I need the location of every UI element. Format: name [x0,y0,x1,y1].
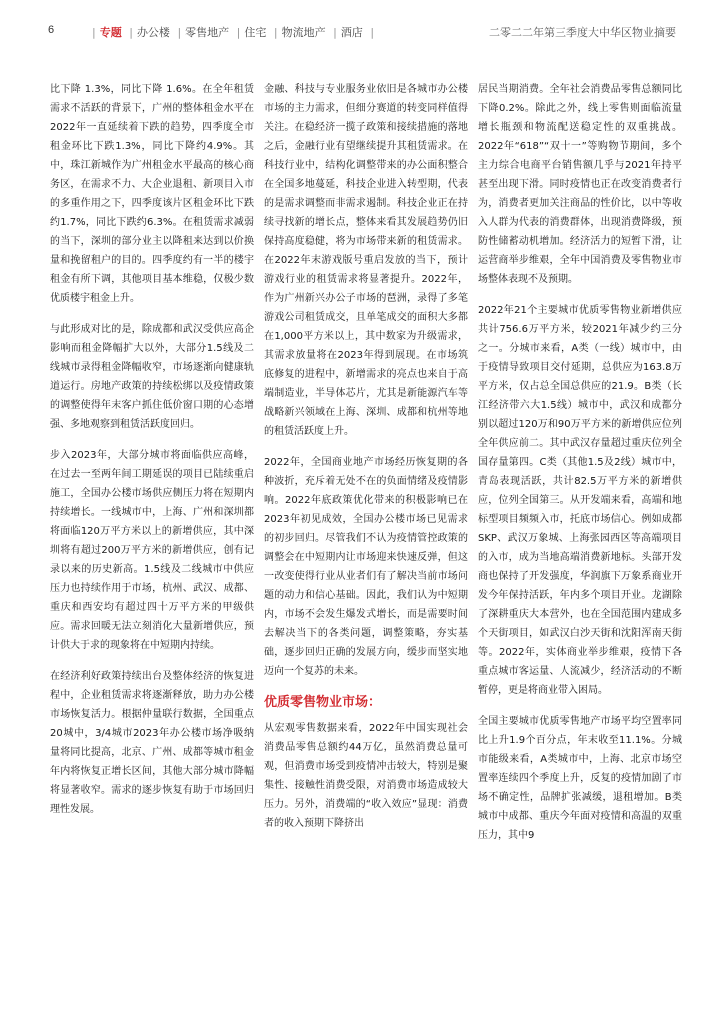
nav-item-logistics[interactable]: 物流地产 [281,26,326,39]
text-column-right [478,80,682,857]
paragraph: 比下降 1.3%，同比下降 1.6%。在全年租赁需求不活跃的背景下，广州的整体租金水平在2022年一直延续着下跌的趋势，四季度全市租金环比下跌1.3%，同比下降约4.9%。其中，珠江新城作为广州租金水平最高的核心商务区，在需求不力、大企业退租、新项目入市的多重作用之下，四季度该片区租金环比下跌约1.7%，同比下跌约6.3%。在租赁需求减弱的当下，深圳的部分业主以降租来达到以价换量和挽留租户的目的。四季度约有一半的楼宇租金有所下调，其他项目基本维稳，仅极少数优质楼宇租金上升。 [50,84,254,304]
page-number: 6 [48,24,55,36]
nav-item-retail[interactable]: 零售地产 [185,26,230,39]
text-column-left [50,80,254,831]
paragraph: 2022年21个主要城市优质零售物业新增供应共计756.6万平方米，较2021年减少约三分之一。分城市来看，A类（一线）城市中，由于疫情导致项目交付延期，总供应为163.8万平方米，仅占总全国总供应的21.9。B类（长江经济带六大1.5线）城市中，武汉和成都分别以超过120万和90万平方米的新增供应位列全年供应前二。其中武汉存量超过重庆位列全国存量第四。C类（其他1.5及2线）城市中，青岛表现活跃，共计82.5万平方米的新增供应，位列全国第三。从开发端来看，高端和地标型项目频频入市，托底市场信心。例如成都SKP、武汉万象城、上海张园西区等高端项目的入市，成为当地高端消费新地标。头部开发商也保持了开发强度，华润旗下万象系商业开发今年保持活跃，年内多个项目开业。龙湖除了深耕重庆大本营外，也在全国范围内建成多个天街项目，如武汉白沙天街和沈阳浑南天街等。2022年，实体商业举步维艰，疫情下各重点城市客运量、人流减少，经济活动的不断暂停，更是将商业带入困局。 [478,305,682,696]
paragraph: 2022年，全国商业地产市场经历恢复期的各种波折，充斥着无处不在的负面情绪及疫情影响。2022年底政策优化带来的积极影响已在2023年初见成效，全国办公楼市场已见需求的初步回归。尽管我们不认为疫情管控政策的调整会在中短期内让市场迎来快速反弹，但这一改变使得行业从业者们有了解决当前市场问题的动力和信心基础。因此，我们认为中短期内，市场不会发生爆发式增长，而是需要时间去解决当下的各类问题，调整策略，夯实基础，逐步回归正确的发展方向，缓步而坚实地迈向一个复苏的未来。 [264,457,468,677]
paragraph: 从宏观零售数据来看，2022年中国实现社会消费品零售总额约44万亿，虽然消费总量可观，但消费市场受到疫情冲击较大，特别是聚集性、接触性消费受限，对消费市场造成较大压力。另外，消费端的“收入效应”显现：消费者的收入预期下降挤出 [264,723,468,829]
paragraph: 金融、科技与专业服务业依旧是各城市办公楼市场的主力需求，但细分赛道的转变同样值得关注。在稳经济一揽子政策和接续措施的落地之后，金融行业有望继续提升其租赁需求。在科技行业中，结构化调整带来的办公面积整合在全国多地蔓延，科技企业进入转型期，代表的是需求调整而非需求遏制。科技企业正在持续寻找新的增长点，整体来看其发展趋势仍旧保持高度稳健，将为市场带来新的租赁需求。在2022年末游戏版号重启发放的当下，预计游戏行业的租赁需求将显著提升。2022年，作为广州新兴办公子市场的琶洲，录得了多笔游戏公司租赁成交，且单笔成交的面积大多都在1,000平方米以上，其中数家为升级需求，其需求放量将在2023年得到展现。在市场筑底修复的进程中，新增需求的亮点也来自于高端制造业，半导体芯片，尤其是新能源汽车等战略新兴领域在上海、深圳、成都和杭州等地的租赁活跃度上升。 [264,84,468,437]
text-column-middle [264,80,468,845]
document-title: 二零二二年第三季度大中华区物业摘要 [489,26,676,39]
nav-item-hotel[interactable]: 酒店 [340,26,363,39]
paragraph: 居民当期消费。全年社会消费品零售总额同比下降0.2%。除此之外，线上零售则面临流量增长瓶颈和物流配送稳定性的双重挑战。2022年“618”“双十一”等购物节期间，多个主力综合电商平台销售额几乎与2021年持平甚至出现下滑。同时疫情也正在改变消费者行为，消费者更加关注商品的性价比，以中等收入人群为代表的消费群体，出现消费降级，预防性储蓄动机增加。经济活力的短暂下滑，让运营商举步维艰，全年中国消费及零售物业市场整体表现不及预期。 [478,84,682,285]
section-nav: | 专题 | 办公楼 | 零售地产 | 住宅 | 物流地产 | 酒店 | [92,26,375,39]
paragraph: 步入2023年，大部分城市将面临供应高峰，在过去一至两年间工期延误的项目已陆续重启施工，全国办公楼市场供应侧压力将在短期内持续增长。一线城市中，上海、广州和深圳都将面临120万平方米以上的新增供应，其中深圳将有超过200万平方米的新增供应，创有记录以来的历史新高。1.5线及二线城市中供应压力也持续作用于市场，杭州、武汉、成都、重庆和西安均有超过四十万平方米的甲级供应。需求回暖无法立刻消化大量新增供应，预计供大于求的现象将在中短期内持续。 [50,450,254,651]
page-header [0,0,724,60]
nav-item-special[interactable]: 专题 [99,26,122,39]
paragraph: 在经济利好政策持续出台及整体经济的恢复进程中，企业租赁需求将逐渐释放，助力办公楼市场恢复活力。根据仲量联行数据，全国重点20城中，3/4城市2023年办公楼市场净吸纳量将同比提高，北京、广州、成都等城市租金年内将恢复正增长区间，其他大部分城市降幅将显著收窄。需求的逐步恢复有助于市场回归理性发展。 [50,671,254,815]
paragraph: 全国主要城市优质零售地产市场平均空置率同比上升1.9个百分点，年末收至11.1%。分城市能级来看，A类城市中，上海、北京市场空置率连续四个季度上升，反复的疫情加剧了市场不确定性，品牌扩张减缓，退租增加。B类城市中成都、重庆今年面对疫情和高温的双重压力，其中9 [478,716,682,841]
section-heading-retail: 优质零售物业市场： [264,695,382,710]
nav-item-residential[interactable]: 住宅 [244,26,267,39]
nav-item-office[interactable]: 办公楼 [136,26,170,39]
paragraph: 与此形成对比的是，除成都和武汉受供应高企影响而租金降幅扩大以外，大部分1.5线及二线城市录得租金降幅收窄，市场逐渐向健康轨道运行。房地产政策的持续松绑以及疫情政策的调整使得年末客户抓住低价窗口期的心态增强、多地观察到租赁活跃度回归。 [50,324,254,430]
